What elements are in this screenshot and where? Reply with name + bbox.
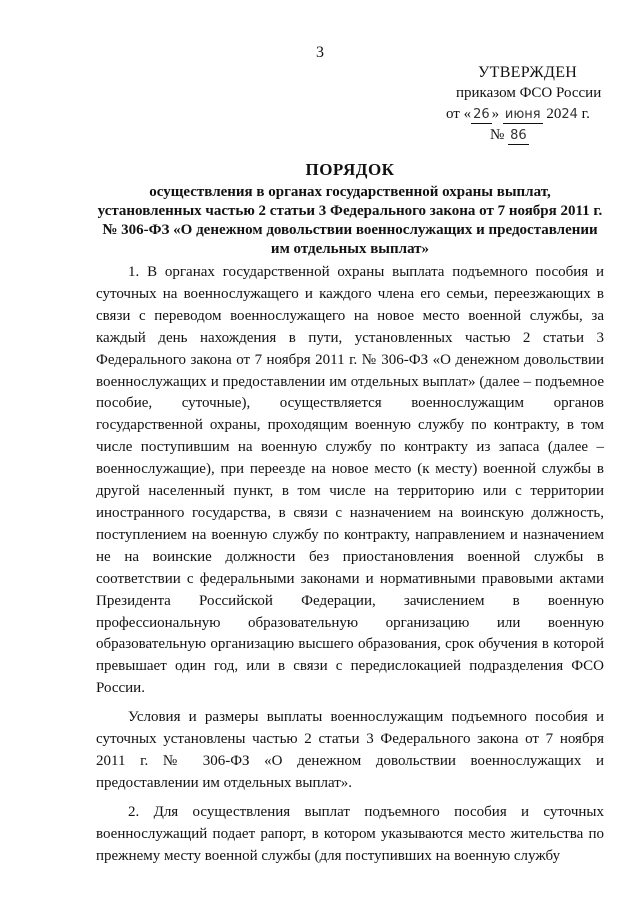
approval-number-line <box>438 125 613 146</box>
approval-year-suffix: 24 <box>561 107 578 122</box>
document-heading <box>96 160 604 259</box>
approval-title: УТВЕРЖДЕН <box>478 64 578 81</box>
paragraph-1: 1. В органах государственной охраны выплата подъемного пособия и суточных на военнослужащего и каждого члена его семьи, переезжающих в связи с переводом военнослужащего на новое место военной службы, за каждый день нахождения в пути, установленных частью 2 статьи 3 Федерального закона от 7 ноября 2011 г. № 306-ФЗ «О денежном довольствии военнослужащих и предоставлении им отдельных выплат» (далее – подъемное пособие, суточные), осуществляется военнослужащим органов государственной охраны, проходящим военную службу по контракту, в том числе поступившим на военную службу по контракту из запаса (далее – военнослужащие), при переезде на новое место (к месту) военной службы в другой населенный пункт, в том числе на территорию или с территории иностранного государства, в связи с назначением на воинскую должность, поступлением на военную службу по контракту, направлением и назначением не на воинские должности без приостановления военной службы в соответствии с федеральными законами и нормативными правовыми актами Президента Российской Федерации, зачислением в военную профессиональную образовательную организацию или военную образовательную организацию высшего образования, срок обучения в которой превышает один год, или в связи с передислокацией подразделения ФСО России. <box>96 264 604 697</box>
paragraph-2: Условия и размеры выплаты военнослужащим подъемного пособия и суточных установлены частью 2 статьи 3 Федерального закона от 7 ноября 2011 г. № 306-ФЗ «О денежном довольствии военнослужащих и предоставлении им отдельных выплат». <box>96 709 604 791</box>
approval-date-line <box>438 104 613 125</box>
year-end: г. <box>577 106 590 122</box>
document-body <box>96 262 604 867</box>
document-subtitle: осуществления в органах государственной охраны выплат, установленных частью 2 статьи 3 Федерального закона от 7 ноября 2011 г. № 306-ФЗ «О денежном довольствии военнослужащих и предоставлении им отдельных выплат» <box>97 184 603 257</box>
year-prefix: 20 <box>542 106 562 122</box>
document-title: ПОРЯДОК <box>305 160 395 179</box>
approval-number: 86 <box>510 128 527 143</box>
number-prefix: № <box>490 127 509 143</box>
date-prefix: от « <box>446 106 472 122</box>
paragraph-3: 2. Для осуществления выплат подъемного пособия и суточных военнослужащий подает рапорт, в котором указываются место жительства по прежнему месту военной службы (для поступивших на военную службу <box>96 803 604 864</box>
page-number: 3 <box>316 44 324 61</box>
approval-order-line: приказом ФСО России <box>456 85 602 101</box>
approval-month: июня <box>504 107 541 122</box>
date-mid: » <box>491 106 503 122</box>
approval-day: 26 <box>473 107 490 122</box>
approval-stamp-block <box>438 62 613 146</box>
